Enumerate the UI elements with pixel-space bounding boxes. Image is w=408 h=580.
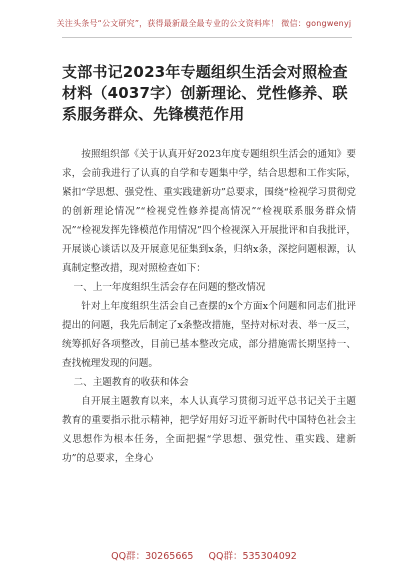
section-heading: 一、上一年度组织生活会存在问题的整改情况 xyxy=(73,282,266,293)
body-paragraph: 针对上年度组织生活会自己查摆的x个方面x个问题和同志们批评提出的问题，我先后制定了x条整改措施，坚持对标对表、举一反三，统筹抓好各项整改，目前已基本整改完成，部分措施需长期坚持一、查找梳理发现的问题。 xyxy=(62,301,356,369)
qq-group-2: QQ群：535304092 xyxy=(208,551,297,562)
document-title: 支部书记2023年专题组织生活会对照检查材料（4037字）创新理论、党性修养、联系服务群众、先锋模范作用 xyxy=(62,63,348,123)
header-note: 关注头条号“公文研究”，获得最新最全最专业的公文资料库！ 微信：gongwenyj xyxy=(56,19,352,28)
body-paragraph: 按照组织部《关于认真开好2023年度专题组织生活会的通知》要求，会前我进行了认真的自学和专题集中学，结合思想和工作实际，紧扣“学思想、强党性、重实践建新功”总要求，围绕“检视学习贯彻党的创新理论情况”“检视党性修养提高情况”“检视联系服务群众情况”“检视发挥先锋模范作用情况”四个检视深入开展批评和自我批评，开展谈心谈话以及开展意见征集到x条，归纳x条，深挖问题根源，认真制定整改措，现对照检查如下： xyxy=(62,149,356,274)
footer-qq-groups xyxy=(0,548,408,562)
header-divider xyxy=(62,37,352,38)
body-paragraph: 自开展主题教育以来，本人认真学习贯彻习近平总书记关于主题教育的重要指示批示精神，把学好用好习近平新时代中国特色社会主义思想作为根本任务，全面把握“学思想、强党性、重实践、建新功”的总要求，全身心 xyxy=(62,396,356,464)
section-heading: 二、主题教育的收获和体会 xyxy=(73,377,189,388)
qq-group-1: QQ群：30265665 xyxy=(111,551,194,562)
document-body xyxy=(62,145,356,468)
